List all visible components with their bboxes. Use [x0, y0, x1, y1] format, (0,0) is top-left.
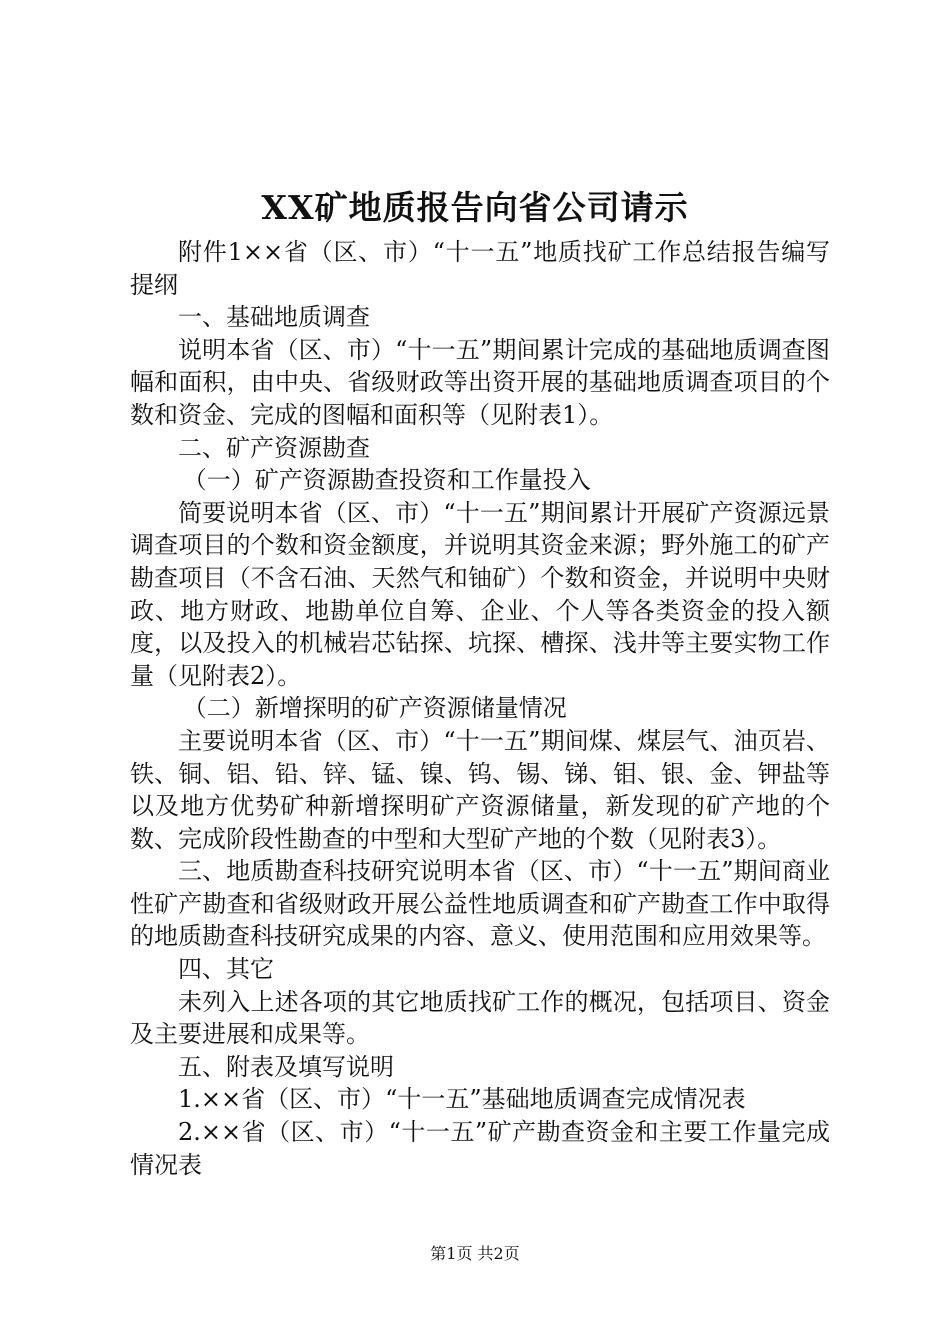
- document-body: [130, 236, 830, 1181]
- document-title: XX矿地质报告向省公司请示: [261, 188, 689, 227]
- section-heading-basic-survey: 一、基础地质调查: [178, 303, 370, 332]
- section-heading-appendix: 五、附表及填写说明: [178, 1052, 394, 1081]
- subsection-heading-reserves: （二）新增探明的矿产资源储量情况: [182, 694, 567, 723]
- section-heading-other: 四、其它: [178, 955, 274, 984]
- paragraph-reserves: 主要说明本省（区、市）“十一五”期间煤、煤层气、油页岩、铁、铜、铝、铅、锌、锰、镍、钨、锡、锑、钼、银、金、钾盐等以及地方优势矿种新增探明矿产资源储量，新发现的矿产地的个数、完成阶段性勘查的中型和大型矿产地的个数（见附表3）。: [130, 726, 830, 853]
- paragraph-basic-survey: 说明本省（区、市）“十一五”期间累计完成的基础地质调查图幅和面积，由中央、省级财政等出资开展的基础地质调查项目的个数和资金、完成的图幅和面积等（见附表1）。: [130, 335, 830, 429]
- paragraph-research: 三、地质勘查科技研究说明本省（区、市）“十一五”期间商业性矿产勘查和省级财政开展公益性地质调查和矿产勘查工作中取得的地质勘查科技研究成果的内容、意义、使用范围和应用效果等。: [130, 857, 830, 951]
- list-item-appendix-1: 1.××省（区、市）“十一五”基础地质调查完成情况表: [178, 1085, 746, 1114]
- paragraph-investment: 简要说明本省（区、市）“十一五”期间累计开展矿产资源远景调查项目的个数和资金额度，并说明其资金来源；野外施工的矿产勘查项目（不含石油、天然气和铀矿）个数和资金，并说明中央财政、地方财政、地勘单位自筹、企业、个人等各类资金的投入额度，以及投入的机械岩芯钻探、坑探、槽探、浅井等主要实物工作量（见附表2）。: [130, 498, 830, 690]
- page-number: 第1页 共2页: [430, 1244, 520, 1263]
- section-heading-mineral-exploration: 二、矿产资源勘查: [178, 433, 370, 462]
- subsection-heading-investment: （一）矿产资源勘查投资和工作量投入: [182, 466, 591, 495]
- list-item-appendix-2: 2.××省（区、市）“十一五”矿产勘查资金和主要工作量完成情况表: [130, 1118, 830, 1179]
- paragraph-attachment-heading: 附件1××省（区、市）“十一五”地质找矿工作总结报告编写提纲: [130, 238, 830, 299]
- paragraph-other: 未列入上述各项的其它地质找矿工作的概况，包括项目、资金及主要进展和成果等。: [130, 987, 830, 1049]
